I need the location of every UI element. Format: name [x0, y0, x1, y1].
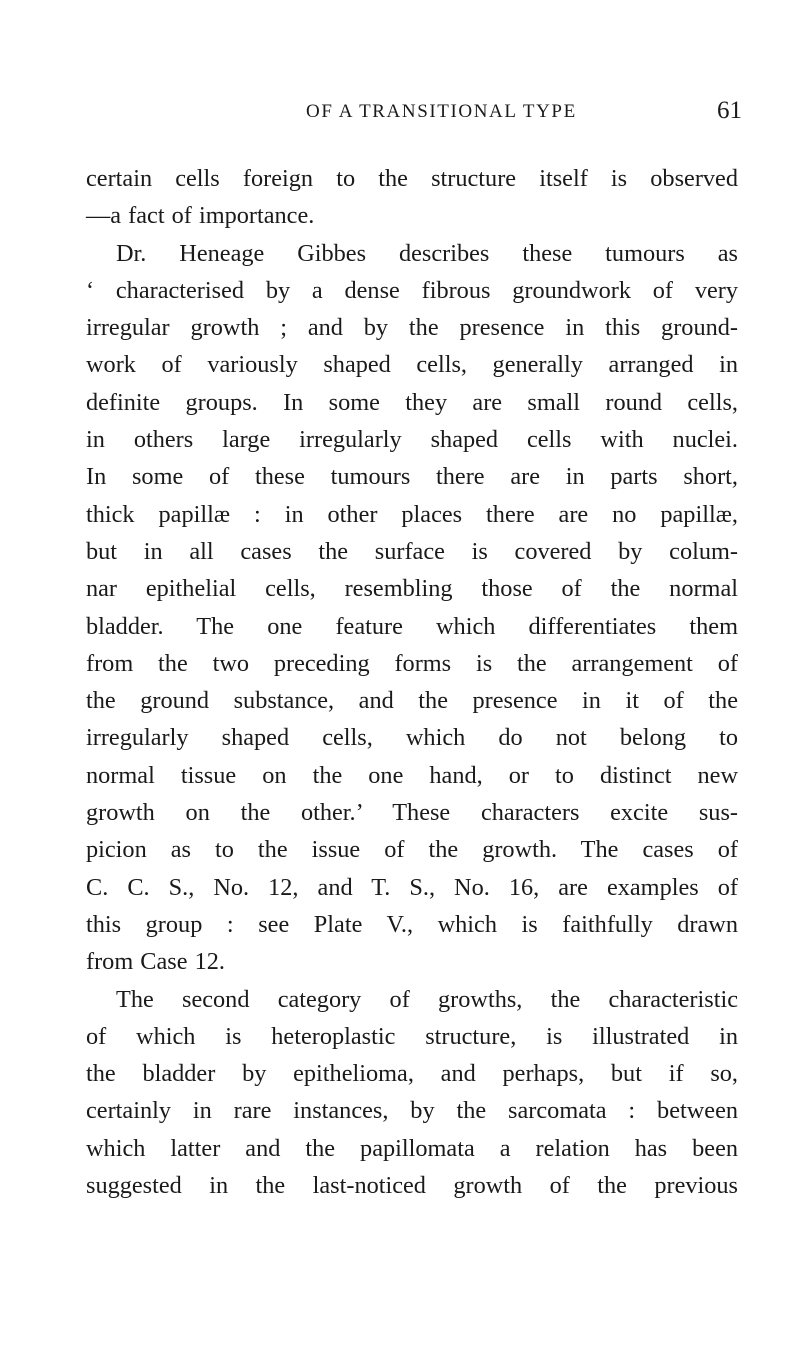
text-line: growth on the other.’ These characters excite sus-	[86, 799, 738, 827]
text-line: the bladder by epithelioma, and perhaps, but if so,	[86, 1060, 738, 1088]
text-line: nar epithelial cells, resembling those of the normal	[86, 575, 738, 603]
text-line: but in all cases the surface is covered by colum-	[86, 537, 738, 565]
text-line: In some of these tumours there are in parts short,	[86, 463, 738, 491]
text-line: —a fact of importance.	[86, 202, 315, 230]
text-line: normal tissue on the one hand, or to distinct new	[86, 761, 738, 789]
text-line: certain cells foreign to the structure itself is observed	[86, 165, 738, 192]
text-line: the ground substance, and the presence in it of the	[86, 687, 738, 715]
text-line: from the two preceding forms is the arrangement of	[86, 649, 738, 677]
text-line: bladder. The one feature which differentiates them	[86, 612, 738, 640]
text-line: in others large irregularly shaped cells with nuclei.	[86, 426, 738, 454]
text-line: thick papillæ : in other places there are no papillæ,	[86, 500, 738, 528]
text-line: this group : see Plate V., which is faithfully drawn	[86, 910, 738, 938]
text-line: certainly in rare instances, by the sarcomata : between	[86, 1097, 738, 1125]
text-line: suggested in the last-noticed growth of the previous	[86, 1172, 738, 1200]
text-line: ‘ characterised by a dense fibrous groundwork of very	[86, 276, 738, 304]
text-line: which latter and the papillomata a relation has been	[86, 1134, 738, 1162]
body-text	[86, 160, 738, 1204]
text-line: of which is heteroplastic structure, is illustrated in	[86, 1022, 738, 1050]
page-header	[0, 97, 800, 131]
running-head: OF A TRANSITIONAL TYPE	[306, 101, 577, 122]
page-number: 61	[717, 97, 742, 124]
text-line: C. C. S., No. 12, and T. S., No. 16, are examples of	[86, 873, 738, 901]
text-line: irregular growth ; and by the presence in this ground-	[86, 314, 738, 342]
text-line: irregularly shaped cells, which do not belong to	[86, 724, 738, 752]
text-line: picion as to the issue of the growth. The cases of	[86, 836, 738, 864]
text-line: Dr. Heneage Gibbes describes these tumours as	[116, 239, 738, 267]
text-line: from Case 12.	[86, 948, 225, 976]
text-line: definite groups. In some they are small round cells,	[86, 388, 738, 416]
text-line: work of variously shaped cells, generally arranged in	[86, 351, 738, 379]
text-line: The second category of growths, the characteristic	[116, 985, 738, 1013]
